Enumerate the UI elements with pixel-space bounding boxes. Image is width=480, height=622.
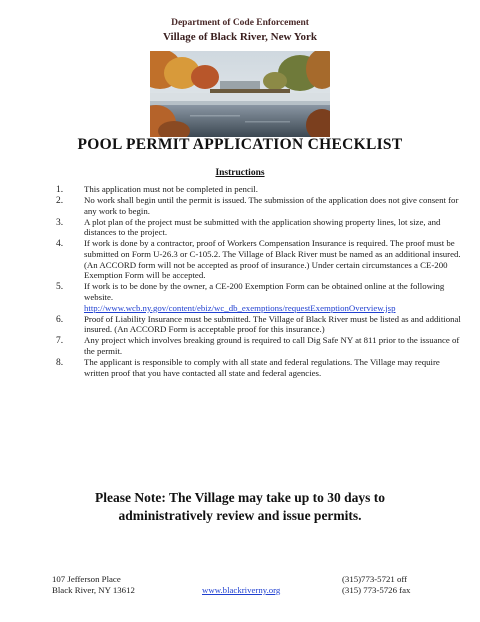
item-text: Any project which involves breaking ground is required to call Dig Safe NY at 811 prior to the issuance of the permit. [84,335,460,356]
review-notice [0,489,480,525]
instructions-list [52,184,462,379]
website-link[interactable]: www.blackriverny.org [202,585,281,595]
page-title: POOL PERMIT APPLICATION CHECKLIST [77,136,403,153]
instructions-heading: Instructions [215,168,265,178]
item-number: 1. [56,185,64,195]
exemption-form-link[interactable]: http://www.wcb.ny.gov/content/ebiz/wc_db_exemptions/requestExemptionOverview.jsp [84,302,396,313]
list-item [52,314,462,335]
river-photo [150,51,330,137]
item-number: 2. [56,196,64,207]
village-name: Village of Black River, New York [163,31,317,43]
item-text: If work is to be done by the owner, a CE-200 Exemption Form can be obtained online at the following website. [84,281,445,302]
list-item [52,335,462,356]
item-text: The applicant is responsible to comply with all state and federal regulations. The Village may require written proof that you have contacted all state and federal agencies. [84,357,440,378]
list-item [52,195,462,216]
address-city: Black River, NY 13612 [52,585,135,595]
item-text: This application must not be completed in pencil. [84,184,258,194]
list-item [52,184,462,195]
item-text: A plot plan of the project must be submitted with the application showing property lines, lot size, and distances to the project. [84,216,441,238]
footer-website [202,585,280,596]
footer-phones [342,574,462,596]
notice-line-1: Please Note: The Village may take up to 30 days to [95,490,385,505]
phone-fax: (315) 773-5726 fax [342,585,411,595]
phone-office: (315)773-5721 off [342,574,408,584]
list-item [52,217,462,238]
item-number: 7. [56,336,64,347]
item-number: 3. [56,217,64,228]
footer-address [52,574,202,596]
list-item [52,357,462,378]
list-item [52,238,462,280]
item-number: 5. [56,282,64,293]
notice-line-2: administratively review and issue permits. [118,508,362,523]
list-item [52,281,462,313]
item-number: 8. [56,358,64,368]
item-number: 4. [56,239,64,250]
item-text: Proof of Liability Insurance must be submitted. The Village of Black River must be listed as and additional insured. (An ACCORD Form is acceptable proof for this insurance.) [84,313,461,335]
department-name: Department of Code Enforcement [171,18,309,28]
address-street: 107 Jefferson Place [52,574,121,584]
item-number: 6. [56,314,64,325]
item-text: No work shall begin until the permit is issued. The submission of the application does not give consent for any work to begin. [84,195,459,216]
item-text: If work is done by a contractor, proof of Workers Compensation Insurance is required. The proof must be submitted on Form U-26.3 or C-105.2. The Village of Black River must be named as an additional insured. (An ACCORD form will not be accepted as proof of insurance.) Under certain circumstances a CE-200 Exemption Form will be accepted. [84,238,461,281]
